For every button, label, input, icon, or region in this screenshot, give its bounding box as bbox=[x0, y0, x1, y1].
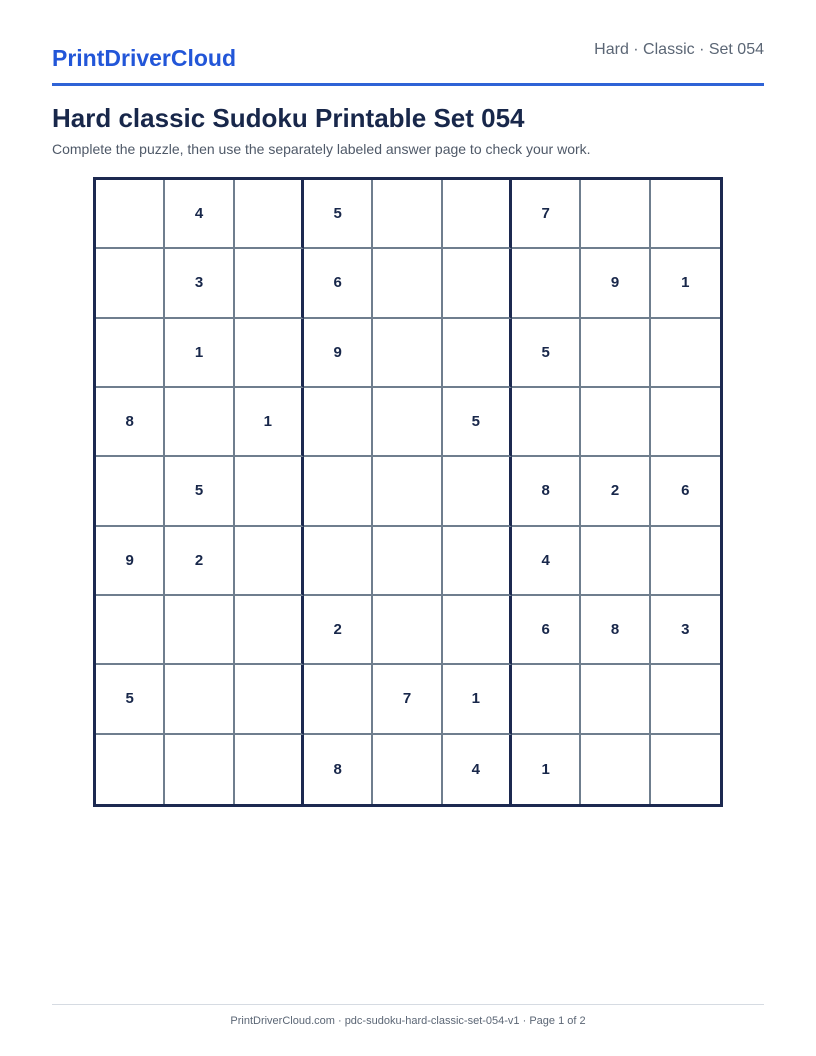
sudoku-cell[interactable]: 5 bbox=[96, 665, 165, 734]
sudoku-cell[interactable] bbox=[373, 596, 442, 665]
sudoku-cell[interactable] bbox=[651, 735, 720, 804]
sudoku-cell[interactable] bbox=[581, 319, 650, 388]
sudoku-cell[interactable] bbox=[651, 527, 720, 596]
sudoku-cell[interactable]: 9 bbox=[304, 319, 373, 388]
sudoku-cell[interactable] bbox=[443, 596, 512, 665]
sudoku-cell[interactable]: 2 bbox=[304, 596, 373, 665]
sudoku-cell[interactable] bbox=[96, 319, 165, 388]
sudoku-cell[interactable]: 8 bbox=[512, 457, 581, 526]
sudoku-cell[interactable] bbox=[235, 596, 304, 665]
sudoku-cell[interactable] bbox=[96, 596, 165, 665]
sudoku-cell[interactable] bbox=[235, 249, 304, 318]
sudoku-cell[interactable]: 7 bbox=[373, 665, 442, 734]
sudoku-cell[interactable]: 5 bbox=[512, 319, 581, 388]
sudoku-cell[interactable] bbox=[581, 735, 650, 804]
sudoku-cell[interactable] bbox=[651, 180, 720, 249]
sudoku-cell[interactable] bbox=[235, 457, 304, 526]
sudoku-cell[interactable] bbox=[165, 596, 234, 665]
sudoku-cell[interactable] bbox=[235, 735, 304, 804]
puzzle-meta: Hard · Classic · Set 054 bbox=[594, 41, 764, 58]
sudoku-cell[interactable]: 3 bbox=[165, 249, 234, 318]
sudoku-cell[interactable] bbox=[443, 180, 512, 249]
sudoku-cell[interactable] bbox=[304, 388, 373, 457]
sudoku-cell[interactable] bbox=[235, 527, 304, 596]
sudoku-cell[interactable] bbox=[373, 249, 442, 318]
sudoku-cell[interactable]: 2 bbox=[165, 527, 234, 596]
brand-logo[interactable]: PrintDriverCloud bbox=[52, 45, 237, 71]
sudoku-cell[interactable]: 2 bbox=[581, 457, 650, 526]
sudoku-cell[interactable] bbox=[235, 665, 304, 734]
sudoku-cell[interactable]: 8 bbox=[581, 596, 650, 665]
sudoku-cell[interactable] bbox=[304, 665, 373, 734]
sudoku-cell[interactable]: 5 bbox=[443, 388, 512, 457]
sudoku-cell[interactable] bbox=[304, 457, 373, 526]
sudoku-cell[interactable]: 1 bbox=[165, 319, 234, 388]
sudoku-cell[interactable]: 8 bbox=[96, 388, 165, 457]
sudoku-cell[interactable]: 4 bbox=[165, 180, 234, 249]
sudoku-cell[interactable]: 7 bbox=[512, 180, 581, 249]
sudoku-cell[interactable] bbox=[373, 735, 442, 804]
sudoku-cell[interactable] bbox=[373, 388, 442, 457]
sudoku-cell[interactable] bbox=[443, 319, 512, 388]
sudoku-cell[interactable] bbox=[96, 457, 165, 526]
sudoku-cell[interactable]: 9 bbox=[581, 249, 650, 318]
sudoku-cell[interactable] bbox=[235, 180, 304, 249]
sudoku-cell[interactable] bbox=[165, 735, 234, 804]
sudoku-cell[interactable] bbox=[96, 735, 165, 804]
sudoku-cell[interactable] bbox=[373, 180, 442, 249]
sudoku-cell[interactable] bbox=[581, 665, 650, 734]
sudoku-cell[interactable] bbox=[443, 527, 512, 596]
sudoku-cell[interactable] bbox=[581, 388, 650, 457]
sudoku-cell[interactable] bbox=[373, 457, 442, 526]
sudoku-cell[interactable]: 6 bbox=[304, 249, 373, 318]
sudoku-cell[interactable] bbox=[651, 319, 720, 388]
sudoku-cell[interactable]: 1 bbox=[512, 735, 581, 804]
sudoku-cell[interactable]: 4 bbox=[512, 527, 581, 596]
sudoku-cell[interactable] bbox=[304, 527, 373, 596]
sudoku-cell[interactable] bbox=[581, 527, 650, 596]
sudoku-cell[interactable] bbox=[512, 249, 581, 318]
sudoku-cell[interactable]: 5 bbox=[304, 180, 373, 249]
sudoku-cell[interactable]: 1 bbox=[235, 388, 304, 457]
sudoku-cell[interactable] bbox=[373, 319, 442, 388]
sudoku-cell[interactable]: 8 bbox=[304, 735, 373, 804]
sudoku-cell[interactable]: 6 bbox=[651, 457, 720, 526]
sudoku-cell[interactable] bbox=[96, 249, 165, 318]
sudoku-cell[interactable]: 5 bbox=[165, 457, 234, 526]
sudoku-cell[interactable] bbox=[443, 457, 512, 526]
page-header bbox=[52, 40, 764, 86]
sudoku-cell[interactable] bbox=[373, 527, 442, 596]
sudoku-cell[interactable]: 3 bbox=[651, 596, 720, 665]
page-subtitle: Complete the puzzle, then use the separately labeled answer page to check your work. bbox=[52, 141, 591, 157]
sudoku-cell[interactable] bbox=[96, 180, 165, 249]
sudoku-cell[interactable] bbox=[581, 180, 650, 249]
sudoku-cell[interactable] bbox=[512, 388, 581, 457]
sudoku-cell[interactable] bbox=[443, 249, 512, 318]
sudoku-cell[interactable] bbox=[165, 665, 234, 734]
sudoku-cell[interactable]: 1 bbox=[651, 249, 720, 318]
page-title: Hard classic Sudoku Printable Set 054 bbox=[52, 103, 525, 133]
sudoku-cell[interactable] bbox=[651, 665, 720, 734]
sudoku-cell[interactable]: 6 bbox=[512, 596, 581, 665]
sudoku-cell[interactable] bbox=[165, 388, 234, 457]
sudoku-cell[interactable]: 9 bbox=[96, 527, 165, 596]
sudoku-grid bbox=[93, 177, 723, 807]
sudoku-cell[interactable]: 4 bbox=[443, 735, 512, 804]
sudoku-cell[interactable] bbox=[235, 319, 304, 388]
sudoku-cell[interactable] bbox=[651, 388, 720, 457]
sudoku-cell[interactable]: 1 bbox=[443, 665, 512, 734]
page-footer: PrintDriverCloud.com · pdc-sudoku-hard-classic-set-054-v1 · Page 1 of 2 bbox=[52, 1004, 764, 1027]
sudoku-cell[interactable] bbox=[512, 665, 581, 734]
